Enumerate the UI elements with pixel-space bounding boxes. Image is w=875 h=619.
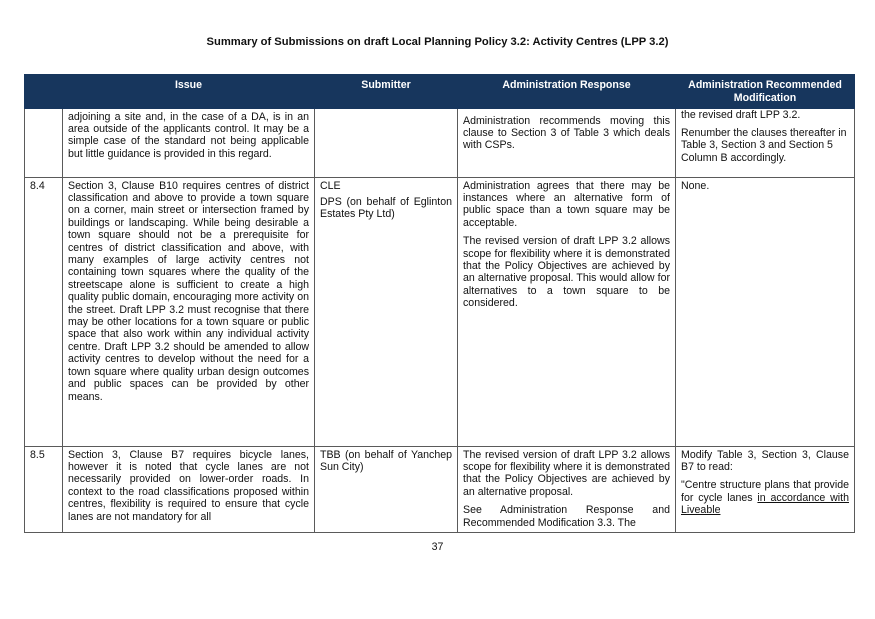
submitter-text: TBB (on behalf of Yanchep Sun City) <box>320 448 452 473</box>
issue-cell <box>63 108 315 177</box>
response-text: Administration recommends moving this clause to Section 3 of Table 3 which deals with CSPs. <box>463 114 670 152</box>
submitter-cell <box>315 446 458 532</box>
modification-text: Modify Table 3, Section 3, Clause B7 to read: <box>681 448 849 473</box>
modification-cell <box>676 108 855 177</box>
header-response: Administration Response <box>458 75 676 109</box>
modification-cell <box>676 446 855 532</box>
header-number <box>25 75 63 109</box>
table-row <box>25 108 855 177</box>
submitter-text: DPS (on behalf of Eglinton Estates Pty Ltd) <box>320 196 452 221</box>
header-submitter: Submitter <box>315 75 458 109</box>
modification-quote-underlined: in accordance with Liveable <box>681 491 849 517</box>
response-cell <box>458 177 676 446</box>
issue-text: Section 3, Clause B7 requires bicycle lanes, however it is noted that cycle lanes are not necessarily provided on lower-order roads. In context to the road classifications proposed within centres, flexibility is required to ensure that cycle lanes are not mandatory for all <box>68 448 309 523</box>
issue-text: adjoining a site and, in the case of a DA, is in an area outside of the applicants control. It may be a simple case of the standard not being applicable but little guidance is provided in this regard. <box>68 110 309 160</box>
submissions-table <box>24 74 855 533</box>
row-number <box>25 108 63 177</box>
response-text: Administration agrees that there may be instances where an alternative form of public space than a town square may be acceptable. <box>463 179 670 229</box>
modification-text: the revised draft LPP 3.2. <box>681 108 801 121</box>
response-cell <box>458 446 676 532</box>
submitter-cell <box>315 108 458 177</box>
table-row <box>25 446 855 532</box>
response-text: The revised version of draft LPP 3.2 allows scope for flexibility where it is demonstrated that the Policy Objectives are achieved by an alternative proposal. <box>463 448 670 498</box>
submitter-text: CLE <box>320 179 341 192</box>
issue-cell <box>63 177 315 446</box>
response-text: The revised version of draft LPP 3.2 allows scope for flexibility where it is demonstrated that the Policy Objectives are achieved by an alternative proposal. This would allow for alternatives to a town square to be considered. <box>463 235 670 310</box>
issue-cell <box>63 446 315 532</box>
document-title: Summary of Submissions on draft Local Planning Policy 3.2: Activity Centres (LPP 3.2) <box>206 36 669 48</box>
response-text: See Administration Response and Recommended Modification 3.3. The <box>463 504 670 529</box>
modification-text: None. <box>681 179 710 192</box>
modification-text: Renumber the clauses thereafter in Table 3, Section 3 and Section 5 Column B accordingly. <box>681 127 847 164</box>
modification-quote-text: "Centre structure plans that provide for cycle lanes <box>681 479 849 504</box>
table-header-row <box>25 75 855 109</box>
response-cell <box>458 108 676 177</box>
header-modification: Administration Recommended Modification <box>676 75 855 109</box>
issue-text: Section 3, Clause B10 requires centres of district classification and above to provide a town square on a corner, main street or intersection framed by buildings or landscaping. While being desirable a town square should not be a prerequisite for centres of district classification and above, with many examples of large activity centres not containing town squares where the quality of the streetscape alone is sufficient to create a high quality public domain, encouraging more activity on the street. Draft LPP 3.2 must recognise that there may be other locations for a town square or public space that also work within any individual activity centre. Draft LPP 3.2 should be amended to allow activity centres to develop without the need for a town square where quality urban design outcomes and public spaces can be provided by other means. <box>68 179 309 403</box>
modification-cell <box>676 177 855 446</box>
row-number: 8.5 <box>25 446 63 532</box>
header-issue: Issue <box>63 75 315 109</box>
row-number: 8.4 <box>25 177 63 446</box>
table-row <box>25 177 855 446</box>
page-number: 37 <box>431 541 444 553</box>
submitter-cell <box>315 177 458 446</box>
modification-quote <box>681 479 849 516</box>
